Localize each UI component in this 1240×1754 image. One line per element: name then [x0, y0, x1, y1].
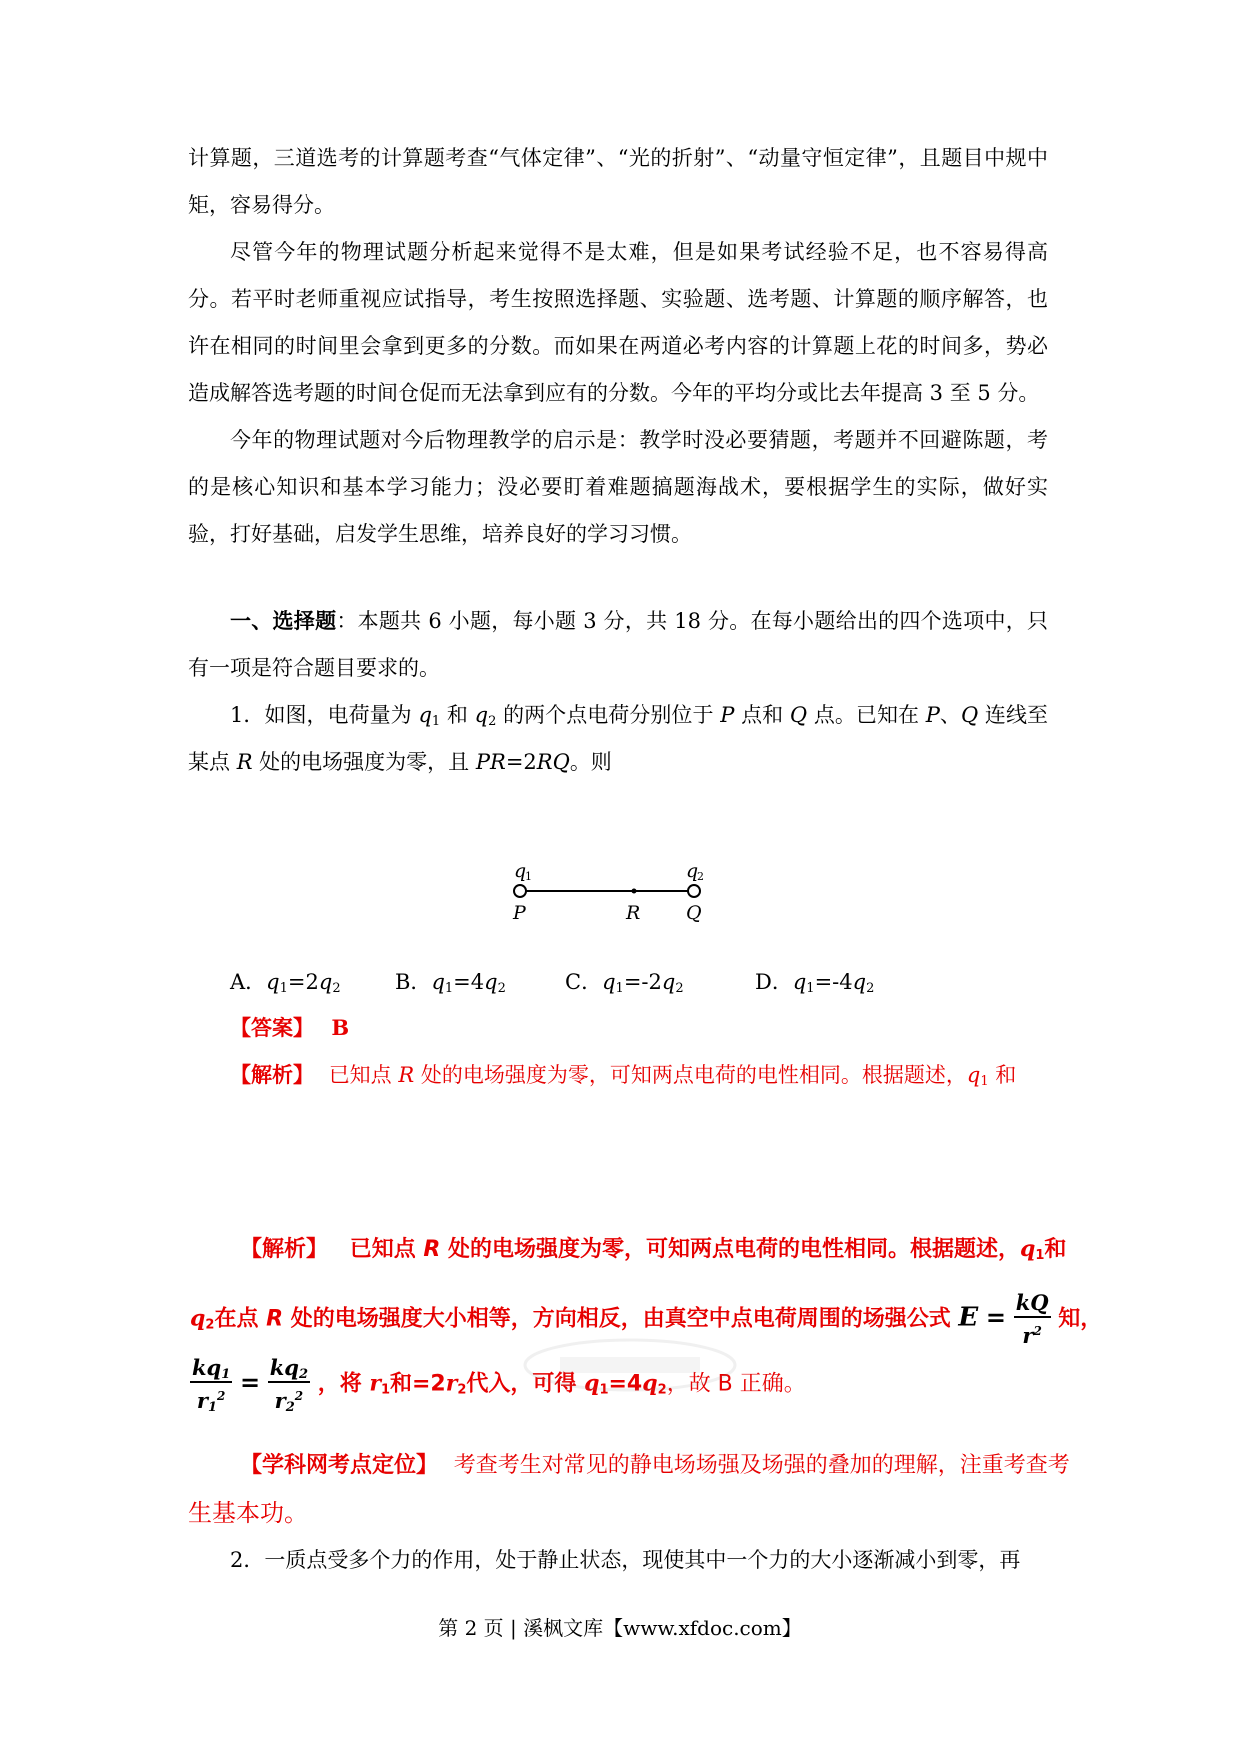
question-1-text: 1．如图，电荷量为 $q_1$ 和 $q_2$ 的两个点电荷分别位于 P 点和 Q 点。已知在 P、Q 连线至某点 R 处的电场强度为零，且 PR=2RQ。则: [188, 703, 1048, 774]
scan-line-2: $q_2$在点 R 处的电场强度大小相等，方向相反，由真空中点电荷周围的场强公式 E = $\frac{kQ}{r^2}$ 知，: [190, 1290, 1103, 1348]
point-r-dot: [632, 889, 637, 894]
point-p-circle: [514, 885, 526, 897]
option-c: C．$q_1=-2q_2$: [565, 970, 684, 996]
paragraph-1: 计算题，三道选考的计算题考查“气体定律”、“光的折射”、“动量守恒定律”，且题目中规中矩，容易得分。: [188, 146, 1048, 217]
paragraph-2: 尽管今年的物理试题分析起来觉得不是太难，但是如果考试经验不足，也不容易得高分。若平时老师重视应试指导，考生按照选择题、实验题、选考题、计算题的顺序解答，也许在相同的时间里会拿到更多的分数。而如果在两道必考内容的计算题上花的时间多，势必造成解答选考题的时间仓促而无法拿到应有的分数。今年的平均分或比去年提高 3 至 5 分。: [188, 240, 1048, 405]
charge-diagram: [500, 855, 740, 945]
label-q: Q: [686, 902, 702, 924]
question-2-text: 2．一质点受多个力的作用，处于静止状态，现使其中一个力的大小逐渐减小到零，再: [230, 1548, 1021, 1572]
analysis-label: 【解析】: [230, 1062, 314, 1087]
scan-line-5: 生基本功。: [188, 1499, 308, 1527]
label-q2: q: [686, 860, 699, 882]
label-p: P: [513, 902, 526, 924]
point-q-circle: [688, 885, 700, 897]
option-a: A．$q_1=2q_2$: [230, 970, 341, 996]
section-description: ：本题共 6 小题，每小题 3 分，共 18 分。在每小题给出的四个选项中，只有一项是符合题目要求的。: [188, 609, 1049, 680]
label-q2-sub: 2: [697, 870, 704, 883]
section-choice: [188, 597, 1048, 786]
paragraph-3: 今年的物理试题对今后物理教学的启示是：教学时没必要猜题，考题并不回避陈题，考的是核心知识和基本学习能力；没必要盯着难题搞题海战术，要根据学生的实际，做好实验，打好基础，启发学生思维，培养良好的学习习惯。: [188, 428, 1048, 546]
answer-label: 【答案】: [230, 1015, 314, 1040]
scan-line-1: 【解析】 已知点 R 处的电场强度为零，可知两点电荷的电性相同。根据题述，$q_1$和: [240, 1236, 1067, 1263]
formula-kq2-r2: $\frac{kq_2}{r_2^2}$: [269, 1355, 309, 1415]
option-b: B．$q_1=4q_2$: [395, 970, 506, 996]
formula-kq-r2: $\frac{kQ}{r^2}$: [1015, 1290, 1049, 1348]
label-r: R: [626, 902, 641, 924]
answer-value: B: [331, 1015, 350, 1040]
analysis-line: 【解析】 已知点 R 处的电场强度为零，可知两点电荷的电性相同。根据题述，$q_1$ 和: [230, 1062, 1017, 1089]
label-q1-sub: 1: [525, 870, 532, 883]
watermark-logo-icon: [520, 1335, 740, 1395]
scan-line-4: 【学科网考点定位】 考查考生对常见的静电场场强及场强的叠加的理解，注重考查考: [240, 1453, 1070, 1478]
formula-kq1-r1: $\frac{kq_1}{r_1^2}$: [192, 1355, 231, 1415]
label-q1: q: [514, 860, 527, 882]
answer-line: [230, 1013, 349, 1043]
option-d: D．$q_1=-4q_2$: [755, 970, 875, 996]
page-footer: 第 2 页 | 溪枫文库【www.xfdoc.com】: [438, 1616, 802, 1640]
scan-line-3: $\frac{kq_1}{r_1^2}$ = $\frac{kq_2}{r_2^2}$ ，将 $r_1$和$=2r_2$代入，可得 $q_1=4q_2$，故 B 正确。: [192, 1355, 806, 1415]
intro-text: [188, 135, 1048, 558]
section-heading: 一、选择题: [230, 608, 337, 633]
